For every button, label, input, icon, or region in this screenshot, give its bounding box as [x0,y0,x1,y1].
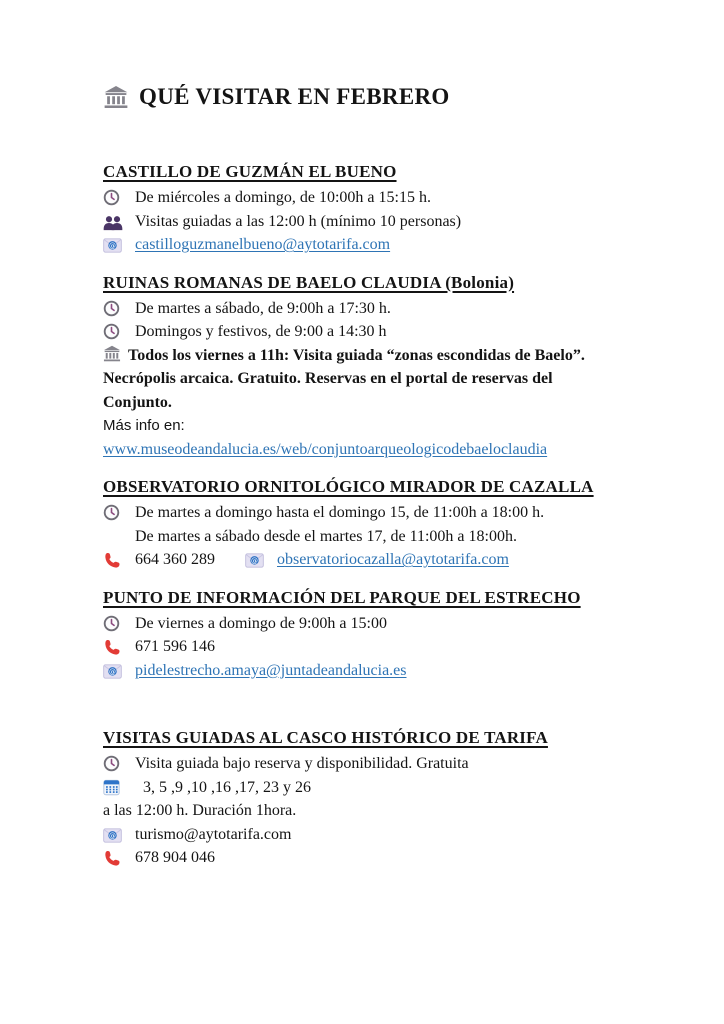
section-title-visitas: VISITAS GUIADAS AL CASCO HISTÓRICO DE TARIFA [103,728,548,747]
guided-visits-row [103,210,643,234]
email-row [103,659,643,683]
email-icon [103,823,127,843]
email-group [245,548,509,572]
info-text: Visita guiada bajo reserva y disponibilidad. Gratuita [135,755,469,772]
more-info-label: Más info en: [103,417,185,434]
section-visitas-casco [103,728,643,870]
classical-building-icon [103,85,129,109]
hours-row [103,320,643,344]
time-note-row [103,799,643,823]
page-title-text: QUÉ VISITAR EN FEBRERO [139,84,450,109]
section-castillo [103,162,643,257]
website-link[interactable]: www.museodeandalucia.es/web/conjuntoarqueologicodebaeloclaudia [103,440,548,458]
email-icon [103,659,127,679]
hours-row-continued [103,525,643,549]
clock-icon [103,752,127,772]
hours-line2-text: De martes a sábado desde el martes 17, de 11:00h a 18:00h. [135,527,517,545]
clock-icon [103,186,127,206]
note-line-1: Todos los viernes a 11h: Visita guiada “zonas escondidas de Baelo”. [103,344,643,368]
section-title-punto: PUNTO DE INFORMACIÓN DEL PARQUE DEL ESTRECHO [103,587,581,607]
dates-row [103,776,643,800]
time-note-text: a las 12:00 h. Duración 1hora. [103,802,297,819]
section-title-baelo: RUINAS ROMANAS DE BAELO CLAUDIA (Bolonia) [103,272,515,292]
friday-guided-tour-note [103,344,643,415]
hours-line1-text: De martes a domingo hasta el domingo 15, de 11:00h a 18:00 h. [135,504,545,521]
hours-row [103,501,643,525]
hours-row [103,186,643,210]
hours-text: De miércoles a domingo, de 10:00h a 15:15 h. [135,189,431,206]
calendar-icon [103,776,127,796]
phone-row [103,635,643,659]
hours-row [103,297,643,321]
note-line-2: Necrópolis arcaica. Gratuito. Reservas en el portal de reservas del [103,370,553,387]
hours-text: De viernes a domingo de 9:00h a 15:00 [135,614,387,632]
document-content [103,84,643,886]
dates-text: 3, 5 ,9 ,10 ,16 ,17, 23 y 26 [143,778,311,796]
phone-icon [103,635,127,655]
section-baelo [103,273,643,462]
email-link[interactable]: observatoriocazalla@aytotarifa.com [277,551,509,568]
note-line-3: Conjunto. [103,393,172,411]
phone-icon [103,548,127,568]
section-title-castillo: CASTILLO DE GUZMÁN EL BUENO [103,162,397,181]
clock-icon [103,612,127,632]
section-observatorio [103,477,643,572]
people-icon [103,210,127,231]
email-row [103,823,643,847]
clock-icon [103,320,127,340]
email-row [103,233,643,257]
clock-icon [103,297,127,317]
email-icon [245,548,269,572]
email-link[interactable]: castilloguzmanelbueno@aytotarifa.com [135,236,391,253]
phone-number: 678 904 046 [135,849,215,866]
email-text: turismo@aytotarifa.com [135,825,292,843]
hours-sundays-text: Domingos y festivos, de 9:00 a 14:30 h [135,323,387,340]
hours-row [103,612,643,636]
info-row [103,752,643,776]
website-row [103,438,643,462]
email-icon [103,233,127,253]
page-title [103,84,643,110]
guided-visits-text: Visitas guiadas a las 12:00 h (mínimo 10 personas) [135,212,462,230]
phone-number: 664 360 289 [135,551,215,568]
hours-weekdays-text: De martes a sábado, de 9:00h a 17:30 h. [135,299,391,317]
phone-number: 671 596 146 [135,638,215,655]
classical-building-icon [103,345,121,362]
contact-row [103,548,643,572]
phone-row [103,846,643,870]
phone-icon [103,846,127,866]
section-title-observatorio: OBSERVATORIO ORNITOLÓGICO MIRADOR DE CAZALLA [103,477,594,496]
clock-icon [103,501,127,521]
email-link[interactable]: pidelestrecho.amaya@juntadeandalucia.es [135,661,407,679]
section-punto-informacion [103,588,643,683]
